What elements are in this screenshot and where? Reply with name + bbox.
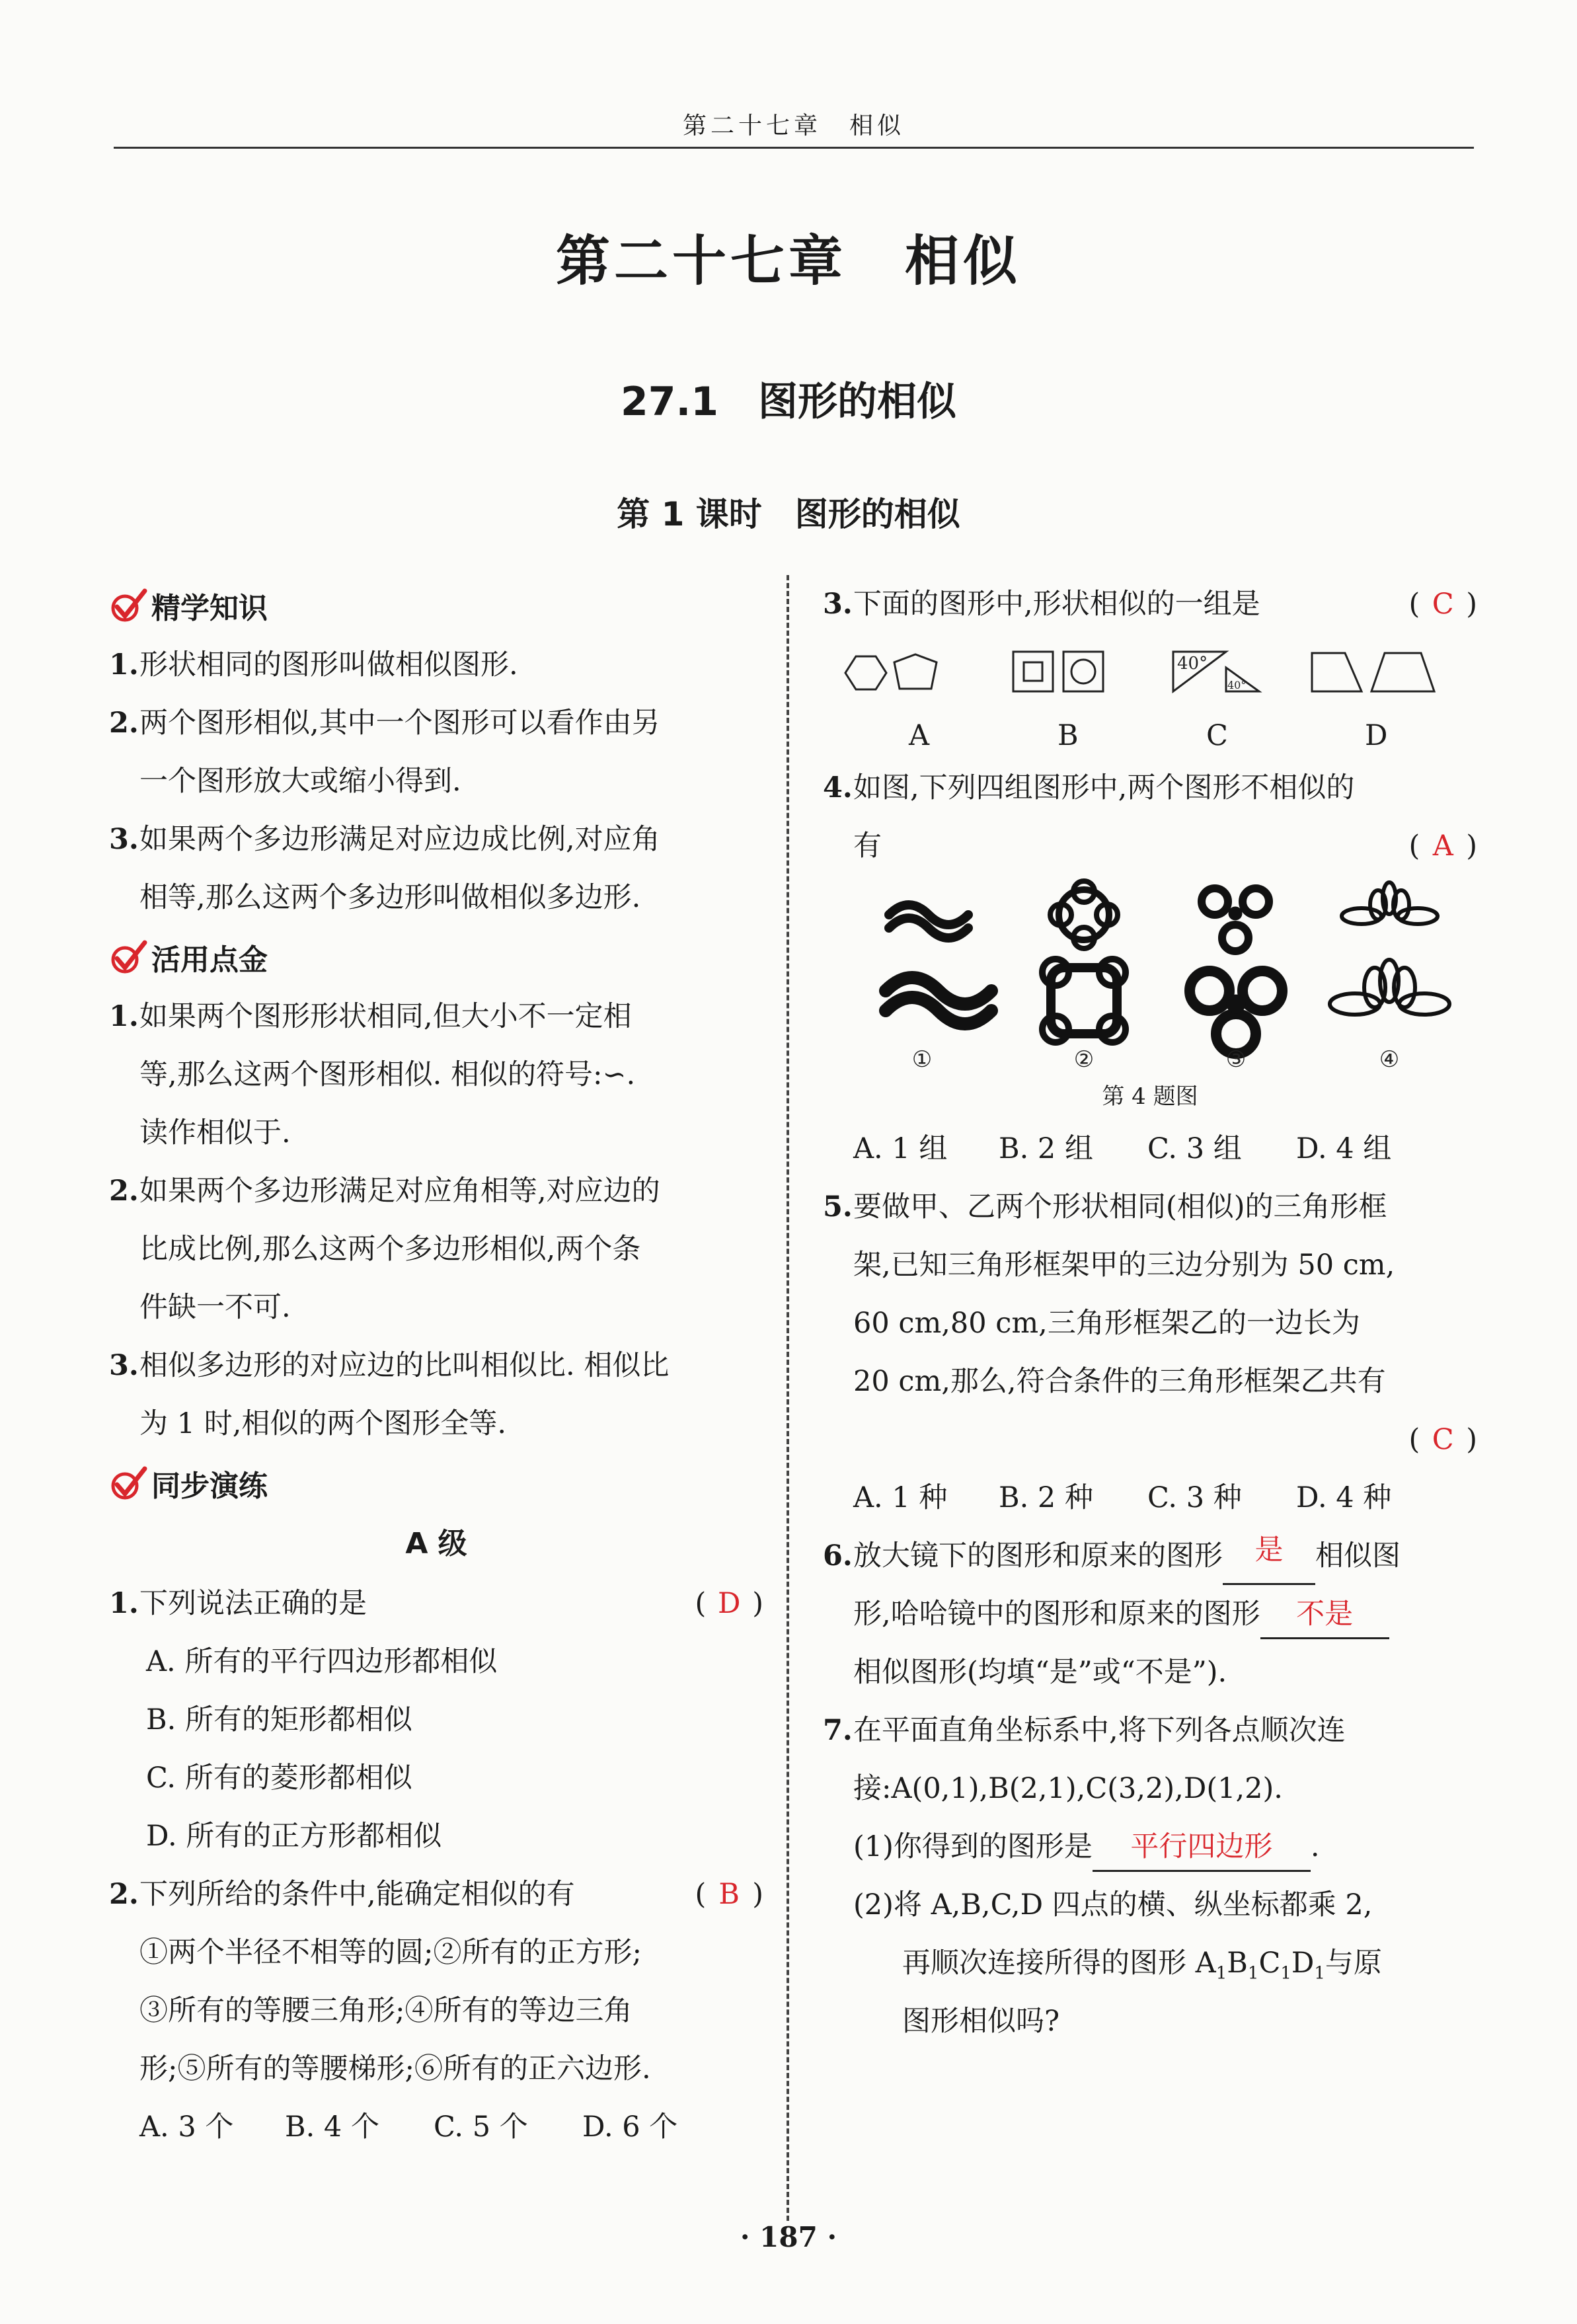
item-number: 1.	[109, 648, 139, 681]
option-d: D. 4 种	[1296, 1481, 1392, 1514]
square-with-circle-shape	[1063, 652, 1103, 691]
item-number: 2.	[109, 1175, 139, 1208]
chapter-title: 第二十七章 相似	[555, 230, 1021, 293]
tips-heading-label: 活用点金	[151, 943, 268, 977]
check-icon	[109, 588, 147, 623]
answer-mark: B	[718, 1878, 740, 1911]
practice-heading	[109, 1453, 763, 1514]
figure-pair-4	[1330, 882, 1449, 1015]
question-text: 与原	[1325, 1947, 1382, 1980]
figure-label-1: ①	[911, 1046, 933, 1073]
question-number: 2.	[109, 1878, 139, 1911]
knowledge-heading-label: 精学知识	[151, 592, 268, 625]
answer-mark: D	[717, 1587, 741, 1620]
shape-label-a: A	[909, 719, 930, 752]
trapezoid-right-shape	[1312, 653, 1362, 691]
option-c: C. 3 种	[1147, 1481, 1242, 1514]
question-text: 有	[853, 830, 882, 863]
figure-label-2: ②	[1073, 1046, 1095, 1073]
page-number: · 187 ·	[740, 2221, 837, 2253]
q4-figure	[823, 875, 1477, 1073]
question-6	[823, 1527, 1477, 1585]
knowledge-text: 一个图形放大或缩小得到.	[139, 765, 461, 798]
question-4-line2	[823, 817, 1477, 875]
tip-text: 相似多边形的对应边的比叫相似比. 相似比	[139, 1349, 670, 1382]
question-text: 架,已知三角形框架甲的三边分别为 50 cm,	[853, 1249, 1395, 1282]
question-stem: 要做甲、乙两个形状相同(相似)的三角形框	[853, 1190, 1387, 1223]
answer-bracket: ( C )	[1408, 1411, 1477, 1469]
choice-row	[109, 2098, 763, 2156]
choice-row	[823, 1120, 1477, 1178]
figure-label-4: ④	[1379, 1046, 1400, 1073]
option-b: B. 2 组	[999, 1132, 1093, 1165]
answer-blank-2: 不是	[1260, 1591, 1389, 1639]
tip-text: 读作相似于.	[139, 1116, 291, 1149]
question-6-line2	[823, 1585, 1477, 1643]
option-d: D. 6 个	[582, 2111, 678, 2144]
question-stem: 放大镜下的图形和原来的图形	[853, 1539, 1223, 1572]
knowledge-text: 如果两个多边形满足对应边成比例,对应角	[139, 823, 660, 856]
question-text: 形;⑤所有的等腰梯形;⑥所有的正六边形.	[139, 2052, 651, 2085]
option-d: D. 所有的正方形都相似	[146, 1820, 442, 1853]
question-stem: 在平面直角坐标系中,将下列各点顺次连	[853, 1714, 1346, 1747]
tip-text: 为 1 时,相似的两个图形全等.	[139, 1407, 507, 1440]
answer-mark: C	[1432, 588, 1454, 621]
option-b: B. 所有的矩形都相似	[146, 1703, 412, 1736]
q3-label-row	[823, 713, 1477, 759]
shape-label-c: C	[1206, 719, 1228, 752]
header-rule	[114, 147, 1474, 149]
question-3	[823, 575, 1477, 633]
q3-shapes-figure	[823, 633, 1477, 713]
question-text: .	[1310, 1830, 1320, 1863]
question-5-answer-row	[823, 1411, 1477, 1469]
left-column	[109, 575, 763, 2156]
question-7-part2-line2: 再顺次连接所得的图形 $A_1B_1C_1D_1$与原	[902, 1947, 1382, 1984]
question-number: 4.	[823, 771, 853, 804]
option-b: B. 4 个	[285, 2111, 379, 2144]
option-a: A. 所有的平行四边形都相似	[146, 1645, 498, 1678]
answer-mark: C	[1432, 1423, 1454, 1456]
question-text: (1)你得到的图形是	[853, 1830, 1093, 1863]
question-1	[109, 1574, 763, 1633]
option-c: C. 3 组	[1147, 1132, 1242, 1165]
question-7	[823, 1701, 1477, 1760]
trapezoid-isosceles-shape	[1371, 653, 1434, 691]
question-4	[823, 759, 1477, 817]
angle-label-large: 40°	[1177, 654, 1208, 674]
tip-text: 如果两个图形形状相同,但大小不一定相	[139, 1000, 632, 1033]
question-text: 形,哈哈镜中的图形和原来的图形	[853, 1598, 1260, 1631]
question-text: ③所有的等腰三角形;④所有的等边三角	[139, 1994, 633, 2027]
question-text: 图形相似吗?	[902, 2005, 1060, 2038]
tips-heading	[109, 927, 763, 988]
angle-label-small: 40°	[1227, 679, 1247, 691]
question-stem: 下列说法正确的是	[139, 1587, 367, 1620]
option-c: C. 所有的菱形都相似	[146, 1762, 412, 1795]
question-number: 1.	[109, 1587, 139, 1620]
section-title: 27.1 图形的相似	[620, 379, 957, 425]
column-divider	[787, 575, 789, 2221]
question-number: 5.	[823, 1190, 853, 1223]
question-stem: 下面的图形中,形状相似的一组是	[853, 588, 1260, 621]
question-number: 6.	[823, 1539, 853, 1572]
figure-pair-2	[1042, 881, 1126, 1042]
question-text: 接:A(0,1),B(2,1),C(3,2),D(1,2).	[853, 1772, 1283, 1805]
answer-blank: 平行四边形	[1093, 1824, 1311, 1872]
pentagon-shape	[894, 654, 937, 689]
option-a: A. 1 种	[853, 1481, 948, 1514]
running-header: 第二十七章 相似	[682, 112, 905, 139]
knowledge-text: 相等,那么这两个多边形叫做相似多边形.	[139, 881, 641, 914]
question-text: ①两个半径不相等的圆;②所有的正方形;	[139, 1936, 642, 1969]
knowledge-text: 两个图形相似,其中一个图形可以看作由另	[139, 707, 660, 740]
question-stem: 如图,下列四组图形中,两个图形不相似的	[853, 771, 1355, 804]
question-text: 相似图	[1315, 1539, 1401, 1572]
check-icon	[109, 940, 147, 974]
question-text: 60 cm,80 cm,三角形框架乙的一边长为	[853, 1307, 1360, 1340]
level-label: A 级	[405, 1527, 467, 1561]
item-number: 3.	[109, 1349, 139, 1382]
figure-pair-1	[886, 905, 991, 1024]
choice-row	[823, 1469, 1477, 1527]
question-text: 相似图形(均填“是”或“不是”).	[853, 1656, 1227, 1689]
answer-bracket: ( A )	[1408, 817, 1477, 875]
figure-caption: 第 4 题图	[1102, 1083, 1198, 1110]
knowledge-text: 形状相同的图形叫做相似图形.	[139, 648, 518, 681]
lesson-title: 第 1 课时 图形的相似	[617, 495, 960, 533]
option-d: D. 4 组	[1296, 1132, 1392, 1165]
tip-text: 件缺一不可.	[139, 1291, 291, 1324]
tip-text: 等,那么这两个图形相似. 相似的符号:∽.	[139, 1058, 636, 1091]
answer-bracket: ( B )	[695, 1865, 763, 1923]
hexagon-shape	[845, 656, 886, 689]
item-number: 1.	[109, 1000, 139, 1033]
question-text: 20 cm,那么,符合条件的三角形框架乙共有	[853, 1365, 1386, 1398]
item-number: 2.	[109, 707, 139, 740]
option-a: A. 3 个	[139, 2111, 234, 2144]
answer-bracket: ( C )	[1408, 575, 1477, 633]
answer-mark: A	[1432, 830, 1453, 863]
question-2	[109, 1865, 763, 1923]
answer-blank-1: 是	[1223, 1527, 1315, 1585]
right-column	[823, 575, 1477, 2050]
question-stem: 下列所给的条件中,能确定相似的有	[139, 1878, 575, 1911]
figure-pair-3	[1190, 888, 1282, 1054]
question-7-part1	[823, 1818, 1477, 1876]
option-b: B. 2 种	[999, 1481, 1093, 1514]
shape-label-b: B	[1058, 719, 1079, 752]
question-number: 7.	[823, 1714, 853, 1747]
figure-label-3: ③	[1225, 1046, 1247, 1073]
knowledge-heading	[109, 575, 763, 636]
question-text: 再顺次连接所得的图形 A	[902, 1947, 1216, 1980]
shape-label-d: D	[1365, 719, 1388, 752]
tip-text: 如果两个多边形满足对应角相等,对应边的	[139, 1175, 660, 1208]
square-with-square-shape	[1013, 652, 1053, 691]
tip-text: 比成比例,那么这两个多边形相似,两个条	[139, 1233, 641, 1266]
option-a: A. 1 组	[853, 1132, 948, 1165]
question-text: (2)将 A,B,C,D 四点的横、纵坐标都乘 2,	[853, 1888, 1373, 1921]
item-number: 3.	[109, 823, 139, 856]
question-number: 3.	[823, 588, 853, 621]
answer-bracket: ( D )	[695, 1574, 763, 1633]
question-5	[823, 1178, 1477, 1236]
practice-heading-label: 同步演练	[151, 1469, 268, 1503]
check-icon	[109, 1466, 147, 1500]
option-c: C. 5 个	[434, 2111, 528, 2144]
